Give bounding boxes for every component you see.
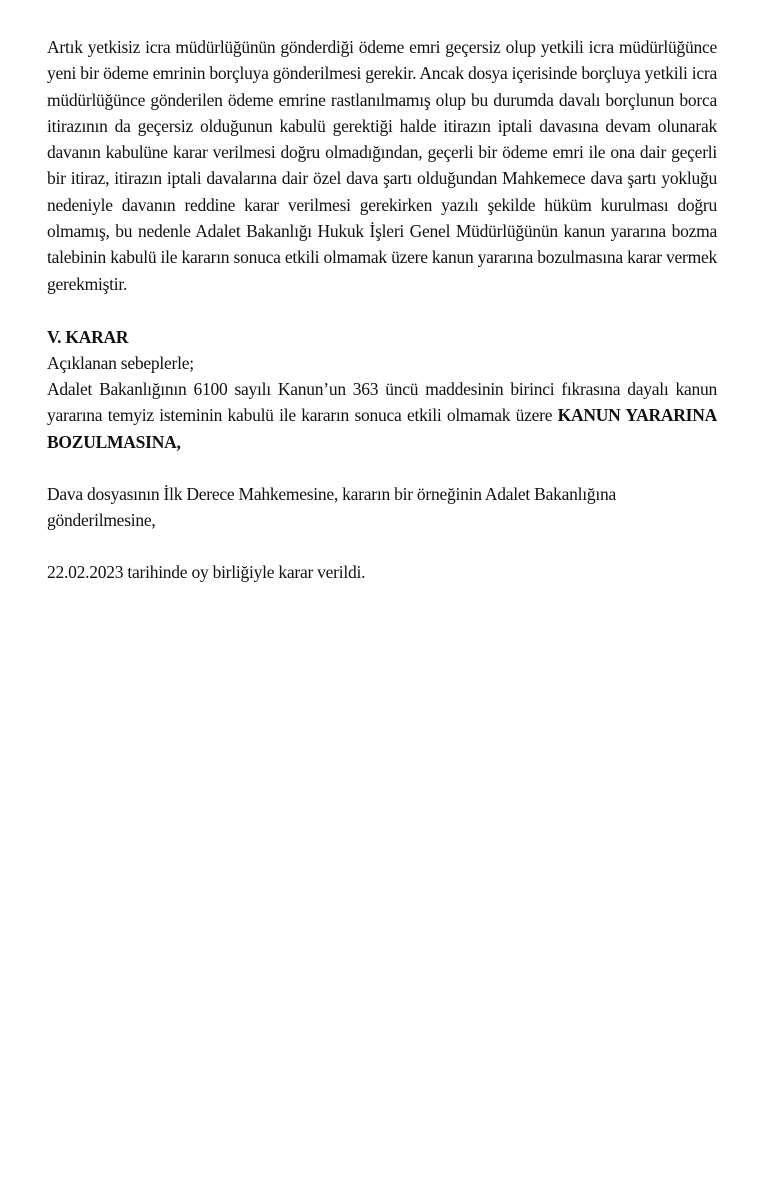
section-heading-karar: V. KARAR bbox=[47, 326, 129, 347]
document-content bbox=[47, 34, 717, 585]
karar-sending-line: Dava dosyasının İlk Derece Mahkemesine, kararın bir örneğinin Adalet Bakanlığına gönderilmesine, bbox=[47, 483, 616, 530]
karar-intro: Açıklanan sebeplerle; bbox=[47, 352, 194, 373]
karar-decision-paragraph bbox=[47, 376, 717, 455]
karar-date-line: 22.02.2023 tarihinde oy birliğiyle karar verildi. bbox=[47, 561, 366, 582]
karar-decision-text: Adalet Bakanlığının 6100 sayılı Kanun’un 363 üncü maddesinin birinci fıkrasına dayalı kanun yararına temyiz isteminin kabulü ile kararın sonuca etkili olmamak üzere bbox=[47, 378, 717, 426]
karar-decision-bold: KANUN YARARINA BOZULMASINA, bbox=[47, 405, 717, 452]
reasoning-paragraph: Artık yetkisiz icra müdürlüğünün gönderdiği ödeme emri geçersiz olup yetkili icra müdürlüğünce yeni bir ödeme emrinin borçluya gönderilmesi gerekir. Ancak dosya içerisinde borçluya yetkili icra müdürlüğünce gönderilen ödeme emrine rastlanılmamış olup bu durumda davalı borçlunun borca itirazının da geçersiz olduğunun kabulü gerektiği halde itirazın iptali davasına devam olunarak davanın kabulüne karar verilmesi doğru olmadığından, geçerli bir ödeme emri ile ona dair geçerli bir itiraz, itirazın iptali davalarına dair özel dava şartı olduğundan Mahkemece dava şartı yokluğu nedeniyle davanın reddine karar verilmesi gerekirken yazılı şekilde hüküm kurulması doğru olmamış, bu nedenle Adalet Bakanlığı Hukuk İşleri Genel Müdürlüğünün kanun yararına bozma talebinin kabulü ile kararın sonuca etkili olmamak üzere kanun yararına bozulmasına karar vermek gerekmiştir. bbox=[47, 37, 717, 294]
